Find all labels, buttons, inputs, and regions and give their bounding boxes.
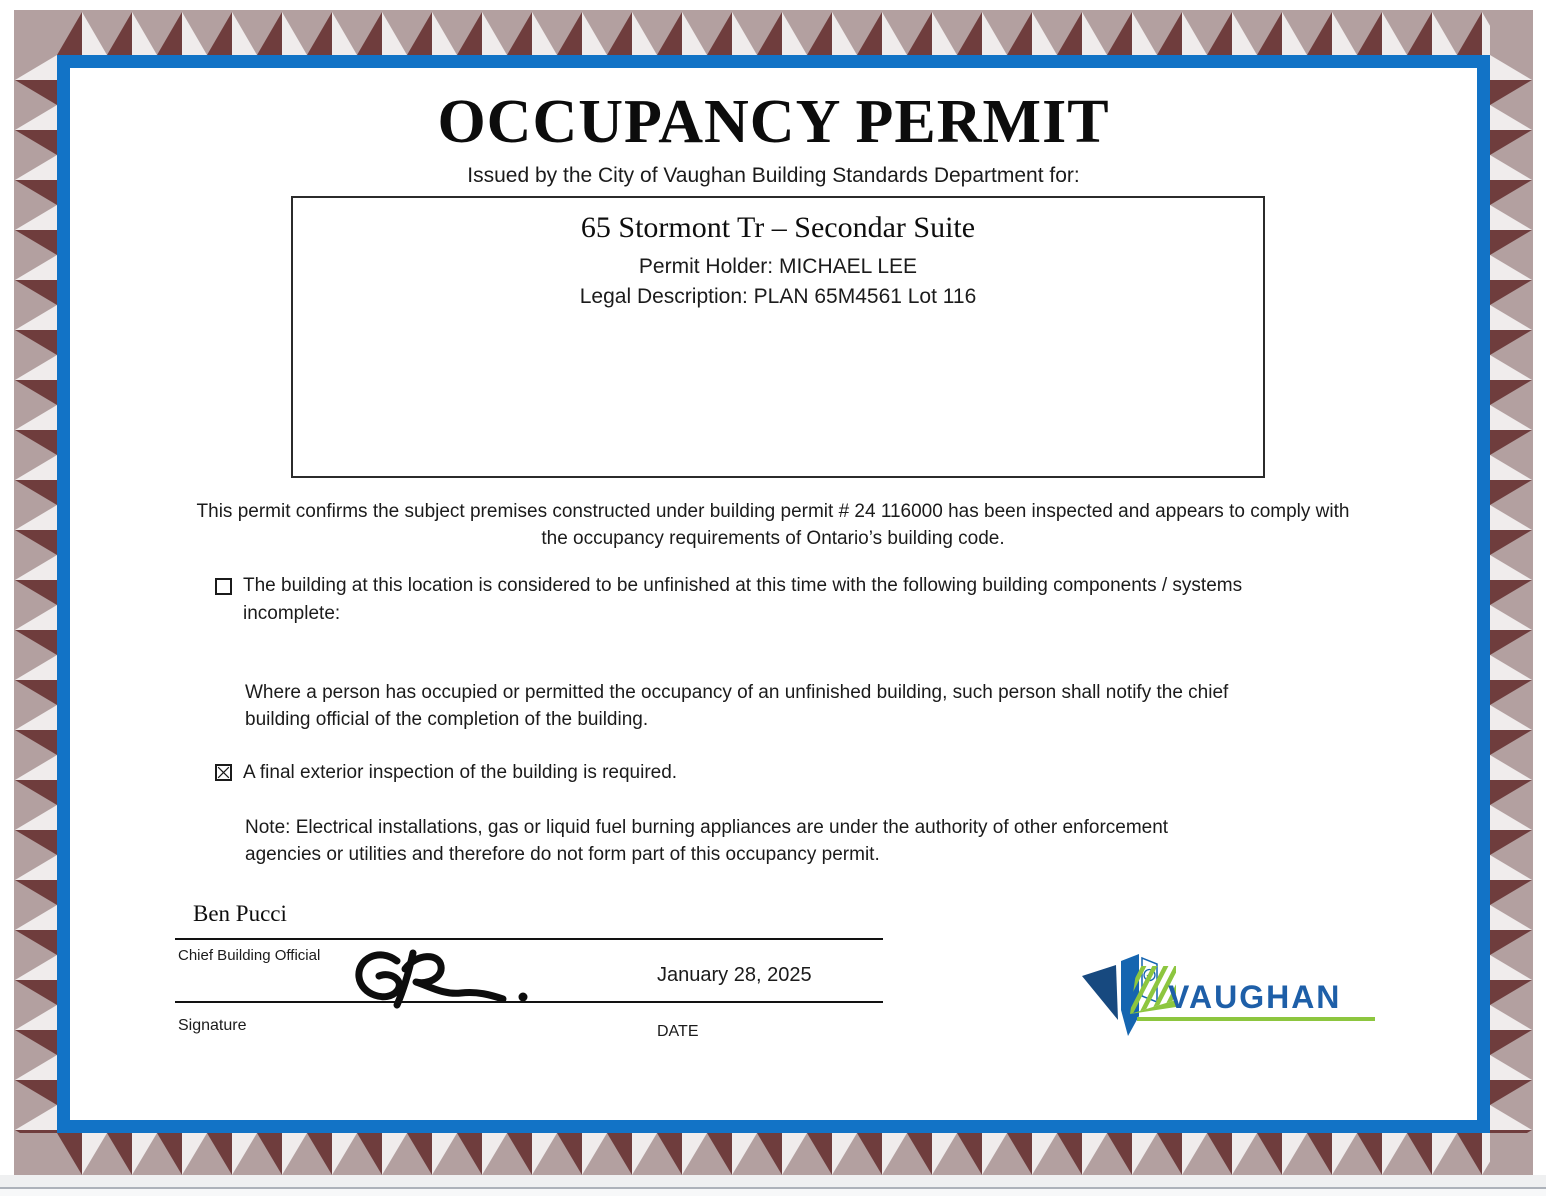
signed-date: January 28, 2025 (657, 964, 812, 986)
property-address: 65 Stormont Tr – Secondar Suite (580, 211, 976, 244)
checkbox-x-icon (217, 766, 230, 779)
border-teeth-left (15, 55, 57, 1133)
note-paragraph: Note: Electrical installations, gas or liquid fuel burning appliances are under the authority of other enforcement agencies or utilities and therefore do not form part of this occupancy permit. (245, 817, 1169, 865)
official-name: Ben Pucci (193, 901, 287, 926)
border-teeth-right (1490, 55, 1532, 1133)
signature-rule-bottom (175, 1001, 883, 1003)
logo-underline (1137, 1017, 1375, 1021)
legal-description: Legal Description: PLAN 65M4561 Lot 116 (579, 285, 977, 308)
page-subtitle: Issued by the City of Vaughan Building Standards Department for: (467, 164, 1080, 187)
border-teeth-top (57, 12, 1490, 55)
unfinished-clause: Where a person has occupied or permitted the occupancy of an unfinished building, such person shall notify the chief building official of the completion of the building. (245, 682, 1229, 730)
signature-rule-top (175, 938, 883, 940)
handwritten-signature (345, 945, 560, 1017)
vaughan-logo-icon (1080, 952, 1180, 1042)
permit-holder: Permit Holder: MICHAEL LEE (638, 255, 918, 278)
confirmation-paragraph: This permit confirms the subject premises constructed under building permit # 24 116000 has been inspected and appears to comply with the occupancy requirements of Ontario’s building code. (196, 501, 1350, 549)
property-box (291, 196, 1265, 478)
border-teeth-bottom (57, 1133, 1490, 1175)
official-title: Chief Building Official (178, 947, 321, 964)
final-exterior-inspection-checkbox[interactable] (215, 764, 232, 781)
final-exterior-inspection-label: A final exterior inspection of the building is required. (243, 762, 678, 783)
date-label: DATE (657, 1023, 699, 1040)
page-title: OCCUPANCY PERMIT (437, 88, 1110, 156)
unfinished-building-label: The building at this location is considered to be unfinished at this time with the following building components / systems incomplete: (243, 575, 1243, 624)
unfinished-building-checkbox[interactable] (215, 578, 232, 595)
vaughan-logo (1080, 952, 1380, 1042)
signature-label: Signature (178, 1017, 247, 1034)
viewer-bottom-strip (0, 1189, 1546, 1196)
vaughan-wordmark: VAUGHAN (1168, 979, 1342, 1015)
